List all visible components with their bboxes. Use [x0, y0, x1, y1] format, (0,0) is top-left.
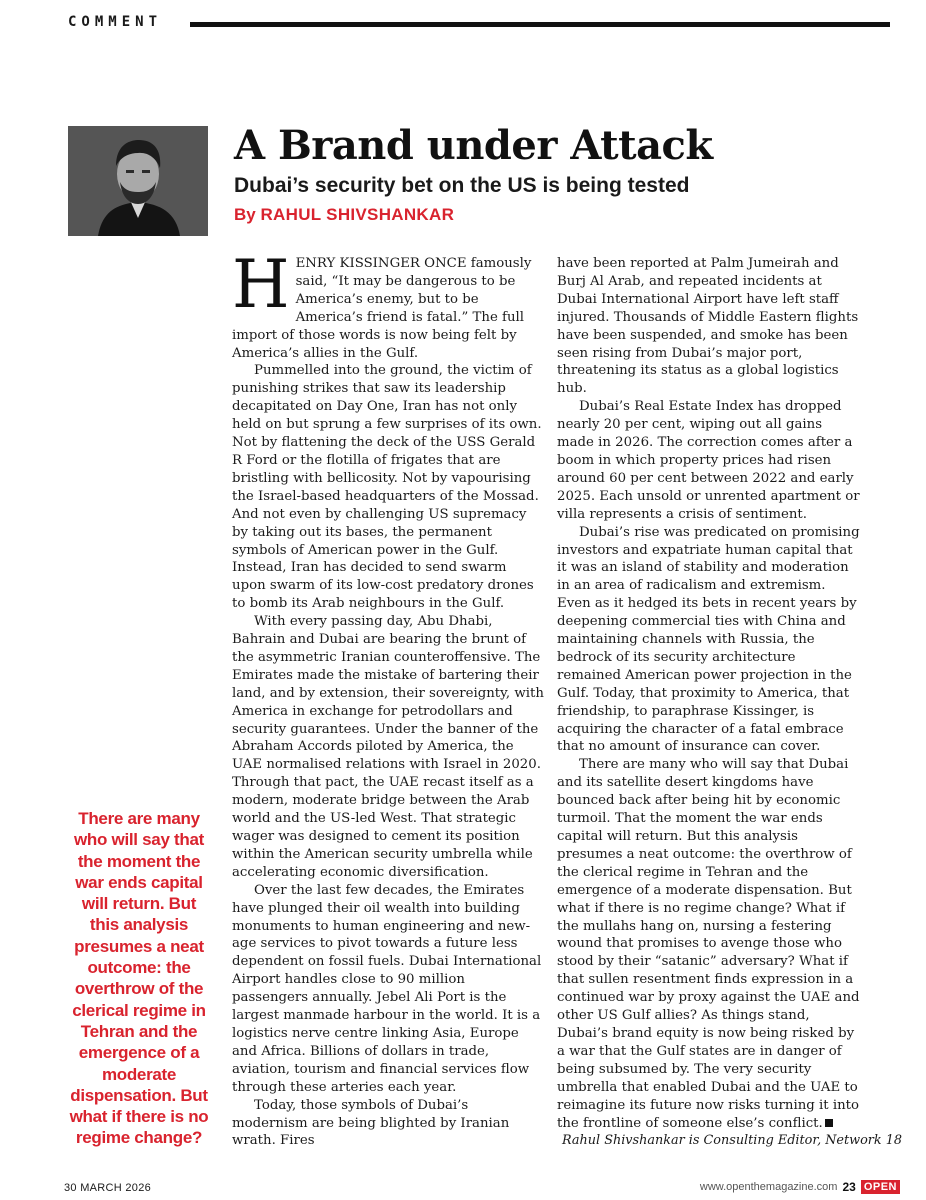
article-paragraph: Today, those symbols of Dubai’s modernism are being blighted by Iranian wrath. Fires — [232, 1097, 510, 1149]
article-column-left — [232, 246, 544, 1150]
issue-date: 30 MARCH 2026 — [64, 1182, 152, 1194]
article-column-right — [557, 255, 860, 1132]
section-label: COMMENT — [68, 14, 163, 30]
article-paragraph: Pummelled into the ground, the victim of punishing strikes that saw its leadership decapitated on Day One, Iran has not only held on but sprung a few surprises of its own. Not by flattening the deck of the USS Gerald R Ford or the flotilla of frigates that are bristling with bellicosity. Not by vapourising the Israel-based headquarters of the Mossad. And not even by challenging US supremacy by taking out its bases, the permanent symbols of American power in the Gulf. Instead, Iran has decided to send swarm upon swarm of its low-cost predatory drones to bomb its Arab neighbours in the Gulf. — [232, 363, 542, 612]
footer-right — [700, 1180, 900, 1194]
author-portrait — [68, 126, 208, 236]
article-paragraph: have been reported at Palm Jumeirah and Burj Al Arab, and repeated incidents at Dubai International Airport have left staff injured. Thousands of Middle Eastern flights have been suspended, and smoke has been seen rising from Dubai’s major port, threatening its status as a global logistics hub. — [557, 256, 859, 397]
section-rule — [190, 22, 890, 27]
author-credit: Rahul Shivshankar is Consulting Editor, Network 18 — [562, 1133, 902, 1148]
article-paragraph: Dubai’s rise was predicated on promising investors and expatriate human capital that it was an island of stability and moderation in an area of radicalism and extremism. Even as it hedged its bets in recent years by deepening commercial ties with China and maintaining channels with Russia, the bedrock of its security architecture remained American power projection in the Gulf. Today, that proximity to America, that friendship, to paraphrase Kissinger, is acquiring the character of a fatal embrace that no amount of insurance can cover. — [557, 524, 860, 755]
page-number: 23 — [842, 1180, 856, 1194]
magazine-logo: OPEN — [861, 1180, 900, 1194]
article-paragraph — [232, 246, 544, 362]
paragraph-text: There are many who will say that Dubai and its satellite desert kingdoms have bounced back after being hit by economic turmoil. That the moment the war ends capital will return. But this analysis presumes a neat outcome: the overthrow of the clerical regime in Tehran and the emergence of a moderate dispensation. But what if there is no regime change? What if the mullahs hang on, nursing a festering wound that promises to avenge those who stood by their “satanic” adversary? What if that sullen resentment finds expression in a continued war by proxy against the UAE and other US Gulf allies? As things stand, Dubai’s brand equity is now being risked by a war that the Gulf states are in danger of being subsumed by. The very security umbrella that enabled Dubai and the UAE to reimagine its future now risks turning it into the frontline of someone else’s conflict. — [557, 757, 860, 1131]
article-paragraph — [557, 756, 860, 1132]
byline-prefix: By — [234, 205, 256, 224]
website-url: www.openthemagazine.com — [699, 1181, 838, 1193]
end-mark-icon — [825, 1119, 833, 1127]
article-paragraph: With every passing day, Abu Dhabi, Bahrain and Dubai are bearing the brunt of the asymmetric Iranian counteroffensive. The Emirates made the mistake of bartering their land, and by extension, their sovereignty, with America in exchange for petrodollars and security guarantees. Under the banner of the Abraham Accords piloted by America, the UAE normalised relations with Israel in 2020. Through that pact, the UAE recast itself as a modern, moderate bridge between the Arab world and the US-led West. That strategic wager was designed to cement its position within the American security umbrella while accelerating economic diversification. — [232, 614, 544, 880]
paragraph-text: ENRY KISSINGER ONCE famously said, “It may be dangerous to be America’s enemy, but to be America’s friend is fatal.” The full import of those words is now being felt by America’s allies in the Gulf. — [232, 256, 532, 361]
byline — [234, 205, 454, 225]
standfirst: Dubai’s security bet on the US is being tested — [234, 174, 690, 197]
byline-author: RAHUL SHIVSHANKAR — [260, 205, 455, 224]
author-portrait-image — [68, 126, 208, 236]
article-paragraph: Dubai’s Real Estate Index has dropped nearly 20 per cent, wiping out all gains made in 2026. The correction comes after a boom in which property prices had risen around 60 per cent between 2022 and early 2025. Each unsold or unrented apartment or villa represents a crisis of sentiment. — [557, 399, 860, 522]
article-paragraph: Over the last few decades, the Emirates have plunged their oil wealth into building monuments to human engineering and new-age services to pivot towards a future less dependent on fossil fuels. Dubai International Airport handles close to 90 million passengers annually. Jebel Ali Port is the largest manmade harbour in the world. It is a logistics nerve centre linking Asia, Europe and Africa. Billions of dollars in trade, aviation, tourism and financial services flow through these arteries each year. — [232, 882, 542, 1095]
headline: A Brand under Attack — [234, 122, 713, 169]
dropcap: H — [232, 246, 290, 323]
pull-quote: There are many who will say that the moment the war ends capital will return. But this analysis presumes a neat outcome: the overthrow of the clerical regime in Tehran and the emergence of a moderate dispensation. But what if there is no regime change? — [69, 809, 209, 1148]
